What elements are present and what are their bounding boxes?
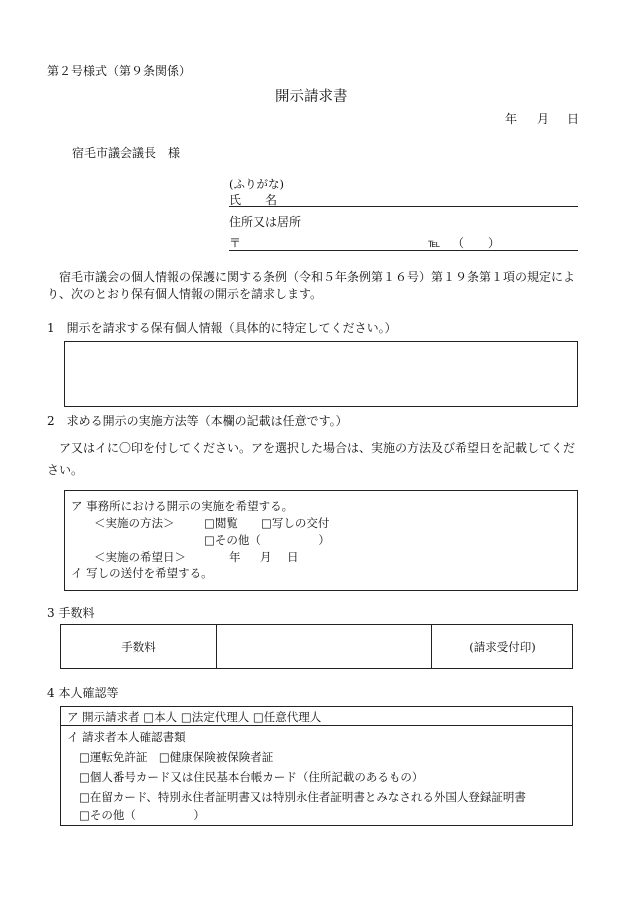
name-underline[interactable] (229, 206, 578, 207)
identity-table-divider (61, 725, 572, 726)
method-other-checkbox[interactable]: □その他（ ） (204, 533, 330, 547)
section2-heading: 2 求める開示の実施方法等（本欄の記載は任意です。） (47, 414, 348, 428)
section4-heading: 4 本人確認等 (47, 686, 119, 700)
id-doc-license-insurance[interactable]: □運転免許証 □健康保険被保険者証 (79, 750, 274, 764)
method-view-checkbox[interactable]: □閲覧 (204, 516, 238, 530)
desired-date-year: 年 (229, 550, 241, 564)
method-box (64, 490, 578, 591)
fee-label: 手数料 (121, 640, 156, 654)
stamp-label: (請求受付印) (469, 640, 536, 654)
fee-amount-field[interactable] (217, 625, 431, 668)
requested-info-field[interactable] (64, 341, 578, 407)
section2-note: ア又はイに〇印を付してください。アを選択した場合は、実施の方法及び希望日を記載してください。 (47, 441, 576, 477)
section3-heading: 3 手数料 (47, 606, 95, 620)
postal-mark: 〒 (229, 236, 242, 250)
method-copy-checkbox[interactable]: □写しの交付 (261, 516, 330, 530)
desired-date-month: 月 (260, 550, 272, 564)
desired-date-day: 日 (287, 550, 299, 564)
requester-type-row[interactable]: ア 開示請求者 □本人 □法定代理人 □任意代理人 (67, 710, 322, 724)
id-doc-residence-card[interactable]: □在留カード、特別永住者証明書又は特別永住者証明書とみなされる外国人登録証明書 (79, 790, 526, 804)
id-doc-mynumber[interactable]: □個人番号カード又は住民基本台帳カード（住所記載のあるもの） (79, 770, 424, 784)
tel-icon: ℡ (428, 236, 441, 250)
desired-date-label: ＜実施の希望日＞ (94, 550, 186, 564)
page-title: 開示請求書 (275, 89, 348, 105)
option-a[interactable]: ア 事務所における開示の実施を希望する。 (71, 499, 294, 513)
section1-heading: 1 開示を請求する保有個人情報（具体的に特定してください。） (47, 321, 397, 335)
form-number: 第２号様式（第９条関係） (47, 64, 192, 78)
furigana-label: (ふりがな) (229, 177, 284, 191)
method-label: ＜実施の方法＞ (94, 516, 175, 530)
addressee: 宿毛市議会議長 様 (72, 146, 181, 160)
address-label: 住所又は居所 (229, 215, 302, 229)
name-label: 氏 名 (229, 193, 278, 207)
id-documents-title: イ 請求者本人確認書類 (67, 730, 186, 744)
date-day-label: 日 (567, 112, 580, 126)
option-b[interactable]: イ 写しの送付を希望する。 (71, 566, 213, 580)
tel-paren: （ ） (452, 236, 501, 250)
fee-table (60, 624, 573, 669)
identity-table (60, 706, 573, 826)
date-year-label: 年 (505, 112, 518, 126)
address-underline[interactable] (229, 250, 578, 251)
id-doc-other[interactable]: □その他（ ） (79, 808, 205, 822)
intro-paragraph: 宿毛市議会の個人情報の保護に関する条例（令和５年条例第１６号）第１９条第１項の規定により、次のとおり保有個人情報の開示を請求します。 (47, 270, 576, 301)
date-month-label: 月 (537, 112, 550, 126)
